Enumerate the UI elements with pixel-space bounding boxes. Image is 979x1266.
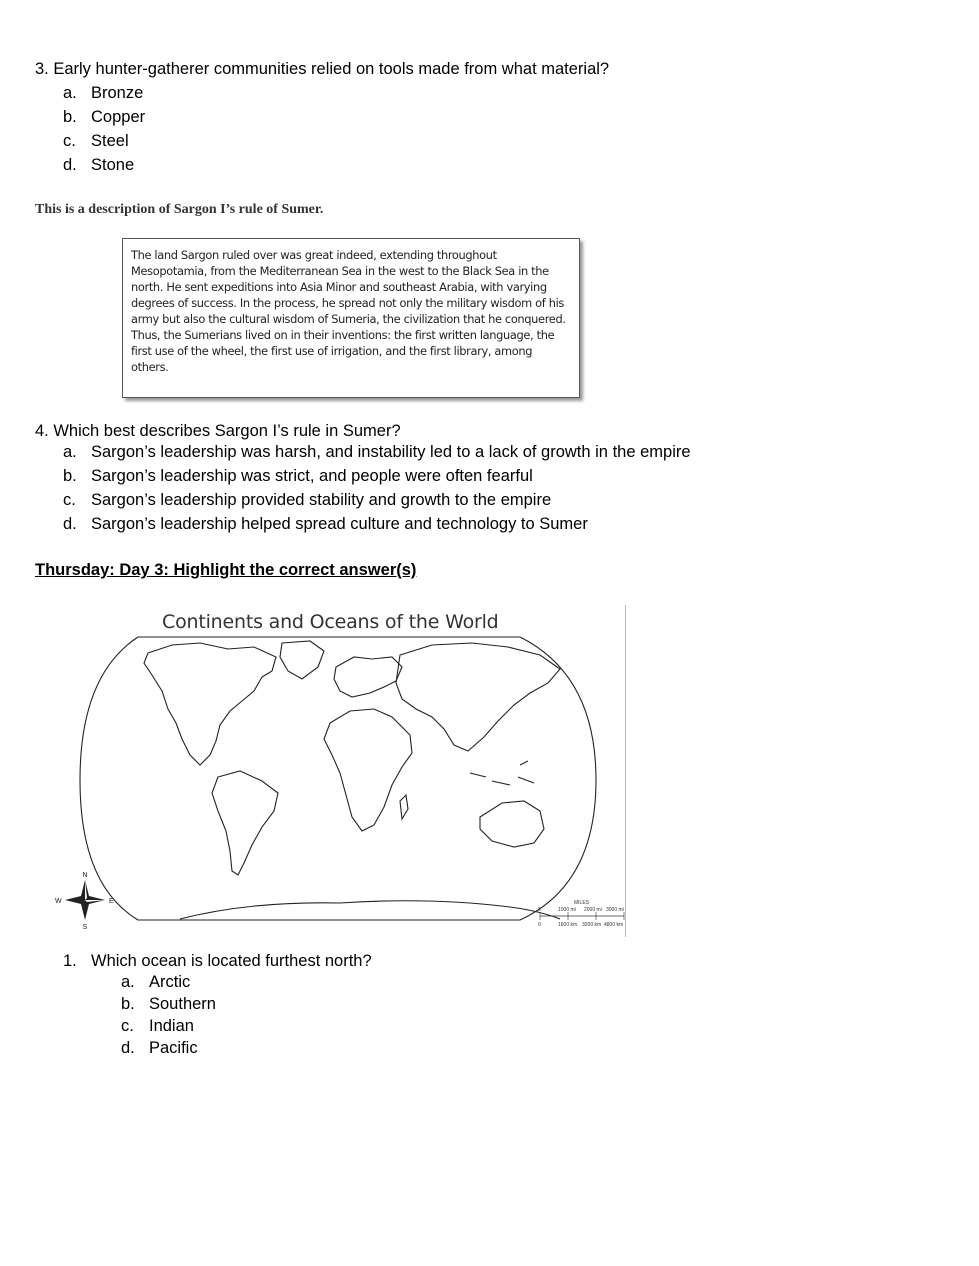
- option-text: Sargon’s leadership helped spread culture and technology to Sumer: [91, 515, 588, 533]
- north-america-shape: [144, 643, 276, 765]
- scale-km-2: 3200 km: [582, 922, 602, 928]
- scale-miles-2: 2000 mi: [584, 907, 602, 913]
- asia-shape: [396, 643, 560, 751]
- scale-km-1: 1600 km: [558, 922, 578, 928]
- south-america-shape: [212, 771, 278, 875]
- sargon-passage: The land Sargon ruled over was great indeed, extending throughout Mesopotamia, from the Mediterranean Sea in the west to the Black Sea in the north. He sent expeditions into Asia Minor and southeast Arabia, with varying degrees of success. In the process, he spread not only the military wisdom of his army but also the cultural wisdom of Sumeria, the civilization that he conquered. Thus, the Sumerians lived on in their inventions: the first written language, the first use of the wheel, the first use of irrigation, and the first library, among others.: [122, 238, 580, 398]
- scale-miles-3: 3000 mi: [606, 907, 624, 913]
- q4-question: 4. Which best describes Sargon I’s rule in Sumer?: [35, 422, 401, 440]
- compass-w: W: [55, 898, 62, 905]
- europe-shape: [334, 657, 402, 697]
- option-letter: b.: [121, 995, 135, 1013]
- africa-shape: [324, 709, 412, 831]
- q4-option-a[interactable]: [63, 440, 691, 464]
- scale-miles-1: 1000 mi: [558, 907, 576, 913]
- option-letter: a.: [63, 84, 77, 102]
- option-text: Indian: [149, 1017, 194, 1035]
- option-letter: d.: [121, 1039, 135, 1057]
- compass-n: N: [82, 872, 88, 879]
- q3-option-b[interactable]: [63, 105, 145, 129]
- passage-intro: This is a description of Sargon I’s rule of Sumer.: [35, 202, 324, 217]
- day3-q1-option-c[interactable]: [121, 1015, 194, 1037]
- q3-option-a[interactable]: [63, 81, 143, 105]
- q4-option-b[interactable]: [63, 464, 533, 488]
- scale-title: MILES: [574, 900, 590, 906]
- compass-rose: [55, 872, 114, 931]
- option-letter: a.: [63, 443, 77, 461]
- option-letter: a.: [121, 973, 135, 991]
- option-text: Arctic: [149, 973, 191, 991]
- day3-heading: Thursday: Day 3: Highlight the correct answer(s): [35, 561, 417, 579]
- scale-miles-0: 0: [538, 907, 541, 913]
- islands-shape: [470, 761, 534, 785]
- world-map: [40, 605, 628, 937]
- option-text: Sargon’s leadership was strict, and people were often fearful: [91, 467, 533, 485]
- antarctica-shape: [180, 901, 560, 919]
- question-number: 1.: [63, 952, 77, 970]
- greenland-shape: [280, 641, 324, 679]
- day3-q1-option-d[interactable]: [121, 1037, 198, 1059]
- day3-q1-option-b[interactable]: [121, 993, 216, 1015]
- q4-option-d[interactable]: [63, 512, 588, 536]
- option-text: Sargon’s leadership was harsh, and instability led to a lack of growth in the empire: [91, 443, 691, 461]
- map-graphic: [40, 605, 628, 937]
- option-text: Bronze: [91, 84, 144, 102]
- map-title: Continents and Oceans of the World: [162, 611, 499, 633]
- option-letter: d.: [63, 156, 77, 174]
- option-text: Steel: [91, 132, 129, 150]
- q3-option-c[interactable]: [63, 129, 129, 153]
- option-text: Sargon’s leadership provided stability and growth to the empire: [91, 491, 552, 509]
- day3-q1-question: [63, 949, 372, 973]
- option-letter: c.: [63, 132, 76, 150]
- option-letter: c.: [121, 1017, 134, 1035]
- option-letter: b.: [63, 467, 77, 485]
- option-letter: d.: [63, 515, 77, 533]
- compass-s: S: [82, 924, 88, 931]
- q3-question: 3. Early hunter-gatherer communities relied on tools made from what material?: [35, 60, 610, 78]
- scale-km-0: 0: [538, 922, 541, 928]
- option-text: Copper: [91, 108, 146, 126]
- australia-shape: [480, 801, 544, 847]
- option-letter: b.: [63, 108, 77, 126]
- madagascar-shape: [400, 795, 408, 819]
- day3-q1-option-a[interactable]: [121, 971, 190, 993]
- option-text: Southern: [149, 995, 216, 1013]
- option-text: Pacific: [149, 1039, 198, 1057]
- question-text: Which ocean is located furthest north?: [91, 952, 372, 970]
- scale-bar: [538, 900, 624, 928]
- q4-option-c[interactable]: [63, 488, 551, 512]
- option-text: Stone: [91, 156, 135, 174]
- compass-e: E: [109, 898, 114, 905]
- scale-km-3: 4800 km: [604, 922, 624, 928]
- q3-option-d[interactable]: [63, 153, 134, 177]
- option-letter: c.: [63, 491, 76, 509]
- map-outline: [80, 637, 596, 920]
